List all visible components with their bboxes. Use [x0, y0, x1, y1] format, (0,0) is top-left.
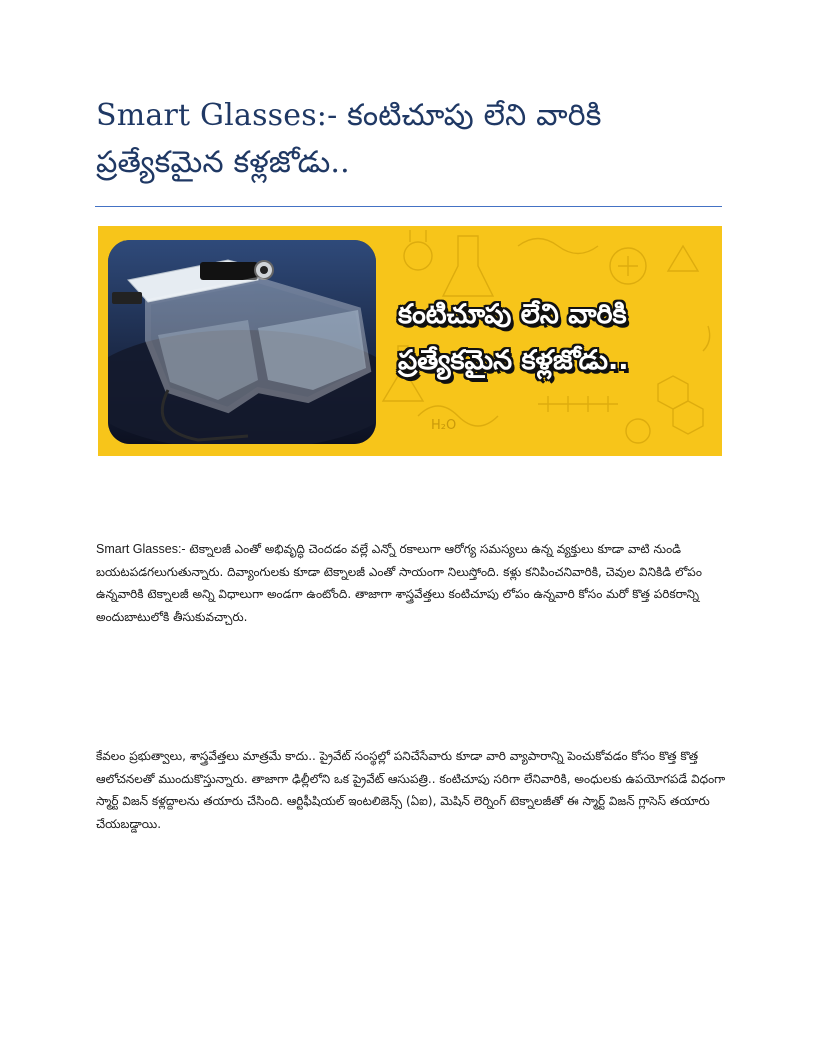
banner-headline-line-2: ప్రత్యేకమైన కళ్లజోడు..	[398, 345, 629, 376]
article-banner-image	[98, 226, 722, 456]
article-paragraph-2: కేవలం ప్రభుత్వాలు, శాస్త్రవేత్తలు మాత్రమే కాదు.. ప్రైవేట్ సంస్థల్లో పనిచేసేవారు కూడా వారి వ్యాపారాన్ని పెంచుకోవడం కోసం కొత్త కొత్త ఆలోచనలతో ముందుకొస్తున్నారు. తాజాగా ఢిల్లీలోని ఒక ప్రైవేట్ ఆసుపత్రి.. కంటిచూపు సరిగా లేనివారికి, అంధులకు ఉపయోగపడే విధంగా స్మార్ట్ విజన్ కళ్లద్దాలను తయారు చేసింది. ఆర్టిఫీషియల్ ఇంటలిజెన్స్ (ఏఐ), మెషిన్ లెర్నింగ్ టెక్నాలజీతో ఈ స్మార్ట్ విజన్ గ్లాసెస్ తయారు చేయబడ్డాయి.	[96, 749, 726, 831]
doodle-h2o-label: H₂O	[431, 418, 457, 433]
smart-glasses-photo	[108, 240, 376, 444]
paragraph-1-body: టెక్నాలజీ ఎంతో అభివృద్ధి చెందడం వల్లే ఎన్నో రకాలుగా ఆరోగ్య సమస్యలు ఉన్న వ్యక్తులు కూడా వాటి నుండి బయటపడగలుగుతున్నారు. దివ్యాంగులకు కూడా టెక్నాలజీ ఎంతో సాయంగా నిలుస్తోంది. కళ్లు కనిపించనివారికి, చెవుల వినికిడి లోపం ఉన్నవారికి టెక్నాలజీ అన్ని విధాలుగా అండగా ఉంటోంది. తాజాగా శాస్త్రవేత్తలు కంటిచూపు లోపం ఉన్నవారి కోసం మరో కొత్త పరికరాన్ని అందుబాటులోకి తీసుకువచ్చారు.	[96, 542, 702, 624]
banner-headline	[398, 292, 716, 384]
article-paragraph-1	[96, 538, 726, 628]
title-divider	[95, 206, 722, 207]
paragraph-lead: Smart Glasses:-	[96, 542, 186, 556]
article-title: Smart Glasses:- కంటిచూపు లేని వారికి ప్రత్యేకమైన కళ్లజోడు..	[96, 98, 602, 180]
banner-headline-line-1: కంటిచూపు లేని వారికి	[398, 299, 627, 330]
